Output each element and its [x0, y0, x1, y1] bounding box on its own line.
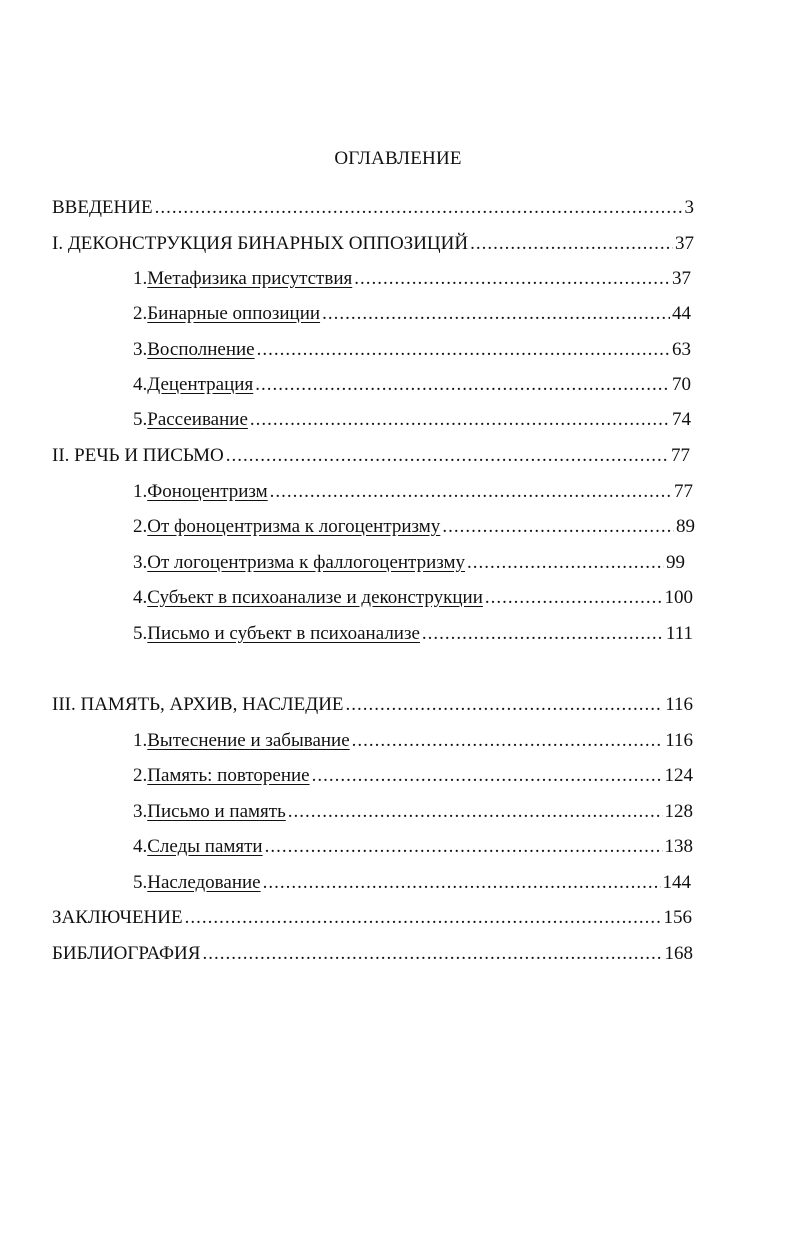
- leader-dots: [422, 622, 664, 646]
- toc-entry-label: Метафизика присутствия: [147, 268, 353, 289]
- toc-entry-section-2-3[interactable]: [133, 551, 685, 575]
- toc-page-number: 156: [663, 907, 692, 928]
- toc-entry-label: Бинарные оппозиции: [147, 303, 321, 324]
- toc-page-number: 138: [664, 836, 693, 857]
- toc-entry-label: ВВЕДЕНИЕ: [52, 197, 153, 218]
- toc-entry-number: 4.: [133, 374, 148, 395]
- toc-page-number: 124: [664, 765, 693, 786]
- toc-entry-number: 4.: [133, 587, 148, 608]
- toc-entry-number: 1.: [133, 730, 148, 751]
- page-title: ОГЛАВЛЕНИЕ: [334, 148, 462, 169]
- toc-entry-label: II. РЕЧЬ И ПИСЬМО: [52, 445, 224, 466]
- leader-dots: [322, 302, 670, 326]
- toc-page-number: 44: [672, 303, 691, 324]
- toc-entry-label: Память: повторение: [147, 765, 310, 786]
- toc-entry-section-2-1[interactable]: [133, 480, 693, 504]
- toc-page-number: 77: [671, 445, 690, 466]
- toc-entry-label: Письмо и субъект в психоанализе: [147, 623, 420, 644]
- toc-entry-number: 1.: [133, 268, 148, 289]
- toc-page-number: 116: [665, 694, 693, 715]
- toc-entry-chapter-3[interactable]: [52, 693, 693, 717]
- toc-page-number: 37: [675, 233, 694, 254]
- leader-dots: [263, 871, 661, 895]
- toc-page-number: 63: [672, 339, 691, 360]
- leader-dots: [155, 196, 683, 220]
- toc-entry-bibliography[interactable]: [52, 942, 693, 966]
- toc-entry-label: Следы памяти: [147, 836, 263, 857]
- leader-dots: [442, 515, 674, 539]
- leader-dots: [288, 800, 663, 824]
- toc-entry-section-1-1[interactable]: [133, 267, 691, 291]
- toc-entry-section-2-4[interactable]: [133, 586, 693, 610]
- leader-dots: [354, 267, 670, 291]
- toc-entry-label: От фоноцентризма к логоцентризму: [147, 516, 441, 537]
- toc-page-number: 128: [664, 801, 693, 822]
- toc-entry-section-2-5[interactable]: [133, 622, 693, 646]
- toc-entry-section-3-2[interactable]: [133, 764, 693, 788]
- toc-page-number: 74: [672, 409, 691, 430]
- leader-dots: [255, 373, 670, 397]
- toc-entry-label: I. ДЕКОНСТРУКЦИЯ БИНАРНЫХ ОППОЗИЦИЙ: [52, 233, 469, 254]
- toc-entry-label: Восполнение: [147, 339, 255, 360]
- toc-entry-label: ЗАКЛЮЧЕНИЕ: [52, 907, 183, 928]
- toc-entry-number: 5.: [133, 872, 148, 893]
- toc-entry-number: 1.: [133, 481, 148, 502]
- toc-entry-number: 5.: [133, 623, 148, 644]
- toc-entry-label: От логоцентризма к фаллогоцентризму: [147, 552, 466, 573]
- toc-entry-label: Субъект в психоанализе и деконструкции: [147, 587, 483, 608]
- leader-dots: [185, 906, 662, 930]
- toc-page-number: 144: [662, 872, 691, 893]
- leader-dots: [226, 444, 669, 468]
- toc-page-number: 89: [676, 516, 695, 537]
- leader-dots: [470, 232, 673, 256]
- toc-entry-number: 3.: [133, 552, 148, 573]
- leader-dots: [346, 693, 664, 717]
- toc-entry-section-3-1[interactable]: [133, 729, 693, 753]
- toc-entry-number: 5.: [133, 409, 148, 430]
- toc-entry-section-1-2[interactable]: [133, 302, 691, 326]
- leader-dots: [352, 729, 664, 753]
- toc-entry-conclusion[interactable]: [52, 906, 692, 930]
- toc-entry-section-3-3[interactable]: [133, 800, 693, 824]
- toc-entry-section-3-5[interactable]: [133, 871, 691, 895]
- toc-entry-label: Рассеивание: [147, 409, 248, 430]
- toc-entry-chapter-2[interactable]: [52, 444, 690, 468]
- leader-dots: [485, 586, 663, 610]
- toc-page-number: 168: [664, 943, 693, 964]
- leader-dots: [257, 338, 670, 362]
- toc-entry-section-1-3[interactable]: [133, 338, 691, 362]
- toc-page-number: 111: [665, 623, 693, 644]
- toc-page-number: 100: [664, 587, 693, 608]
- toc-page-number: 37: [672, 268, 691, 289]
- toc-page-number: 70: [672, 374, 691, 395]
- toc-entry-label: Наследование: [147, 872, 261, 893]
- toc-page-number: 3: [684, 197, 694, 218]
- leader-dots: [265, 835, 663, 859]
- toc-entry-section-3-4[interactable]: [133, 835, 693, 859]
- toc-entry-label: Фоноцентризм: [147, 481, 268, 502]
- leader-dots: [250, 408, 670, 432]
- toc-entry-label: Децентрация: [147, 374, 254, 395]
- toc-page-number: 116: [665, 730, 693, 751]
- toc-entry-number: 3.: [133, 801, 148, 822]
- toc-entry-number: 3.: [133, 339, 148, 360]
- leader-dots: [312, 764, 663, 788]
- toc-entry-section-2-2[interactable]: [133, 515, 695, 539]
- toc-page-number: 99: [666, 552, 685, 573]
- toc-entry-section-1-4[interactable]: [133, 373, 691, 397]
- leader-dots: [270, 480, 672, 504]
- toc-entry-label: III. ПАМЯТЬ, АРХИВ, НАСЛЕДИЕ: [52, 694, 344, 715]
- toc-entry-label: БИБЛИОГРАФИЯ: [52, 943, 201, 964]
- toc-entry-number: 2.: [133, 765, 148, 786]
- toc-page-number: 77: [674, 481, 693, 502]
- toc-entry-introduction[interactable]: [52, 196, 694, 220]
- toc-entry-chapter-1[interactable]: [52, 232, 694, 256]
- toc-entry-section-1-5[interactable]: [133, 408, 691, 432]
- toc-entry-number: 2.: [133, 303, 148, 324]
- toc-entry-number: 2.: [133, 516, 148, 537]
- toc-entry-number: 4.: [133, 836, 148, 857]
- toc-entry-label: Письмо и память: [147, 801, 286, 822]
- toc-entry-label: Вытеснение и забывание: [147, 730, 350, 751]
- leader-dots: [202, 942, 662, 966]
- leader-dots: [467, 551, 664, 575]
